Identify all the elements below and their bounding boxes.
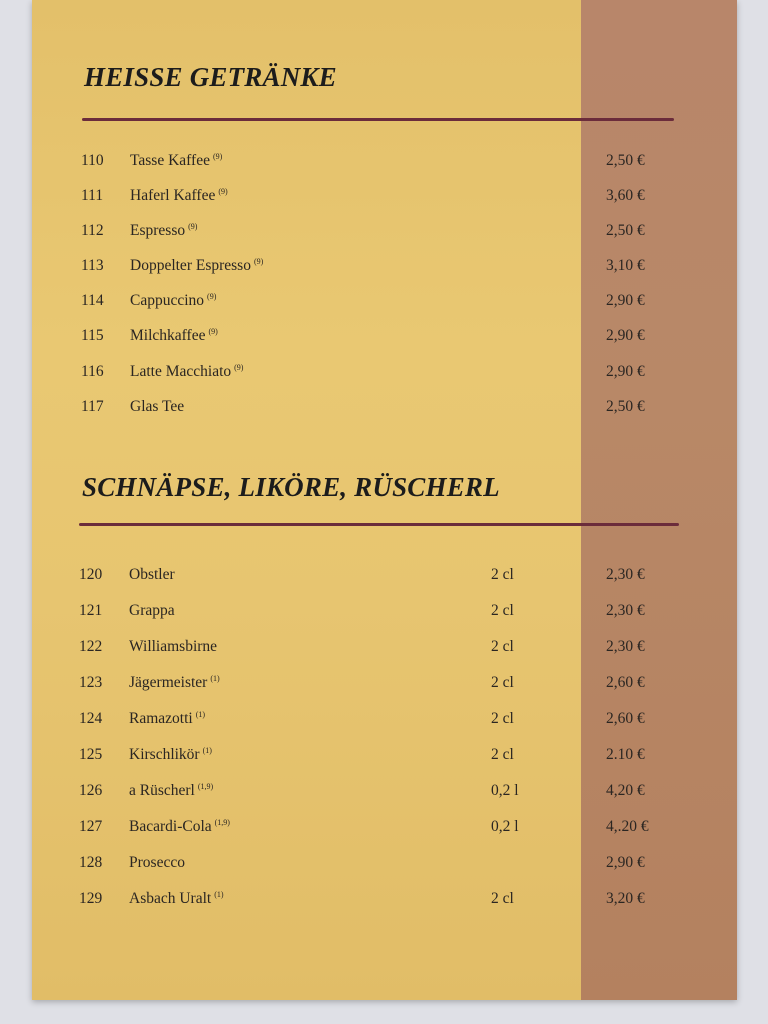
item-name-text: Haferl Kaffee [130,187,216,204]
item-number: 128 [79,854,103,871]
section-divider [79,523,679,526]
menu-item [32,566,737,588]
item-price: 2,30 € [606,566,645,583]
item-allergen-note: (1) [202,746,212,755]
section-title-spirits: SCHNÄPSE, LIKÖRE, RÜSCHERL [82,472,500,502]
menu-item [32,782,737,804]
item-name [129,746,212,764]
item-name [129,674,220,692]
menu-item [32,398,737,420]
item-number: 129 [79,890,103,907]
item-number: 120 [79,566,103,583]
item-name [129,782,213,800]
item-allergen-note: (1,9) [214,818,230,827]
item-name [129,890,224,908]
item-price: 2,60 € [606,674,645,691]
menu-item [32,292,737,314]
item-name [130,222,197,240]
item-volume: 0,2 l [491,782,519,799]
item-name-text: Tasse Kaffee [130,152,210,169]
item-number: 123 [79,674,103,691]
item-name-text: Williamsbirne [129,638,218,655]
item-price: 2,50 € [606,152,645,169]
menu-item [32,818,737,840]
item-name-text: Prosecco [129,854,185,871]
item-number: 111 [81,187,104,204]
item-allergen-note: (1) [214,890,224,899]
item-number: 112 [81,222,104,239]
menu-item [32,674,737,696]
menu-item [32,746,737,768]
item-volume: 2 cl [491,566,514,583]
item-price: 4,.20 € [606,818,649,835]
item-number: 115 [81,327,104,344]
item-number: 121 [79,602,103,619]
item-name-text: Jägermeister [129,674,208,691]
item-name-text: Cappuccino [130,292,205,309]
item-allergen-note: (1) [195,710,206,719]
item-price: 4,20 € [606,782,645,799]
menu-item [32,363,737,385]
item-number: 124 [79,710,103,727]
item-name [130,327,218,345]
section-divider [82,118,674,121]
item-allergen-note: (9) [208,327,218,336]
item-price: 2,90 € [606,327,645,344]
item-name-text: Obstler [129,566,175,583]
item-allergen-note: (9) [234,363,244,372]
item-name [130,257,263,275]
item-name-text: Doppelter Espresso [130,257,251,274]
item-price: 2,30 € [606,638,645,655]
item-name-text: Glas Tee [130,398,185,415]
item-price: 2,30 € [606,602,645,619]
item-name [129,566,178,584]
menu-item [32,638,737,660]
item-number: 122 [79,638,103,655]
item-name-text: Espresso [130,222,186,239]
menu-item [32,327,737,349]
item-name-text: Ramazotti [129,710,193,727]
item-name-text: a Rüscherl [129,782,195,799]
price-column-strip [581,0,737,1000]
section-title-hot-drinks: HEISSE GETRÄNKE [84,62,337,92]
item-number: 113 [81,257,104,274]
item-price: 3,60 € [606,187,645,204]
item-name-text: Grappa [129,602,175,619]
item-name [129,854,188,872]
item-number: 116 [81,363,104,380]
item-number: 110 [81,152,104,169]
menu-sheet [32,0,737,1000]
menu-item [32,854,737,876]
item-allergen-note: (9) [253,257,264,266]
item-volume: 2 cl [491,602,514,619]
item-name-text: Bacardi-Cola [129,818,212,835]
item-number: 114 [81,292,104,309]
item-price: 2,90 € [606,854,645,871]
item-price: 2,50 € [606,222,645,239]
menu-item [32,187,737,209]
item-name [130,292,216,310]
menu-item [32,710,737,732]
item-name-text: Milchkaffee [130,327,206,344]
item-number: 127 [79,818,103,835]
item-price: 2,60 € [606,710,645,727]
menu-item [32,890,737,912]
item-price: 2,50 € [606,398,645,415]
item-volume: 0,2 l [491,818,519,835]
item-name [130,187,228,205]
item-name [129,818,230,836]
item-name [130,398,187,416]
item-allergen-note: (9) [207,292,217,301]
item-name [129,602,178,620]
item-name [130,152,222,170]
menu-item [32,152,737,174]
item-price: 2,90 € [606,292,645,309]
item-name-text: Asbach Uralt [129,890,212,907]
item-number: 117 [81,398,104,415]
item-price: 2.10 € [606,746,645,763]
item-volume: 2 cl [491,890,514,907]
item-allergen-note: (1,9) [197,782,214,791]
item-name [130,363,243,381]
item-number: 126 [79,782,103,799]
item-allergen-note: (9) [212,152,223,161]
item-volume: 2 cl [491,674,514,691]
item-volume: 2 cl [491,710,514,727]
item-name [129,638,220,656]
item-allergen-note: (9) [188,222,198,231]
item-name-text: Kirschlikör [129,746,200,763]
item-number: 125 [79,746,103,763]
item-volume: 2 cl [491,638,514,655]
menu-item [32,222,737,244]
item-price: 3,10 € [606,257,645,274]
menu-item [32,257,737,279]
item-allergen-note: (9) [218,187,228,196]
item-price: 2,90 € [606,363,645,380]
menu-item [32,602,737,624]
item-price: 3,20 € [606,890,645,907]
item-allergen-note: (1) [210,674,220,683]
item-name-text: Latte Macchiato [130,363,232,380]
item-volume: 2 cl [491,746,514,763]
item-name [129,710,205,728]
